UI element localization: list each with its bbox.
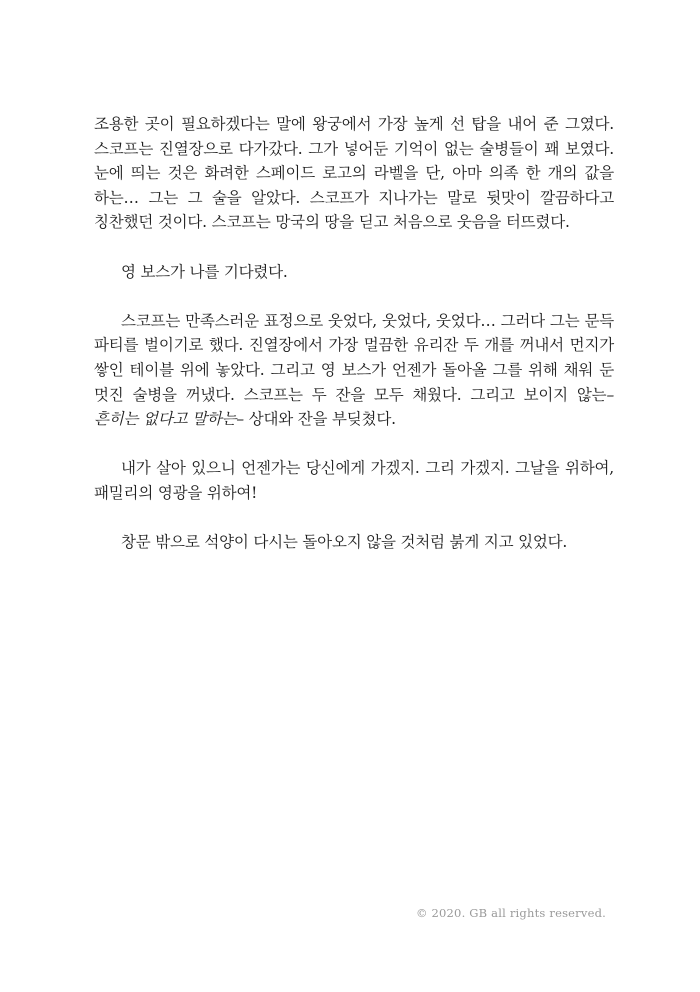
copyright-footer: © 2020. GB all rights reserved. [415, 906, 606, 920]
paragraph-4: 내가 살아 있으니 언젠가는 당신에게 가겠지. 그리 가겠지. 그날을 위하여, 패밀리의 영광을 위하여! [94, 459, 614, 502]
paragraph-3-emphasis: –흔히는 없다고 말하는– [94, 385, 614, 429]
paragraph-3-text-after: 상대와 잔을 부딪쳤다. [243, 410, 396, 429]
paragraph-2: 영 보스가 나를 기다렸다. [121, 262, 288, 281]
paragraph-3-text-before: 스코프는 만족스러운 표정으로 웃었다, 웃었다, 웃었다… 그러다 그는 문득 파티를 벌이기로 했다. 진열장에서 가장 멀끔한 유리잔 두 개를 꺼내서 먼지가 쌓인 테이블 위에 놓았다. 그리고 영 보스가 언젠가 돌아올 그를 위해 채워 둔 멋진 술병을 꺼냈다. 스코프는 두 잔을 모두 채웠다. 그리고 보이지 않는 [94, 311, 614, 404]
paragraph-5: 창문 밖으로 석양이 다시는 돌아오지 않을 것처럼 붉게 지고 있었다. [121, 533, 568, 552]
paragraph-3 [94, 309, 614, 432]
story-body [94, 112, 614, 579]
paragraph-1: 조용한 곳이 필요하겠다는 말에 왕궁에서 가장 높게 선 탑을 내어 준 그였다. 스코프는 진열장으로 다가갔다. 그가 넣어둔 기억이 없는 술병들이 꽤 보였다. 눈에 띄는 것은 화려한 스페이드 로고의 라벨을 단, 아마 의족 한 개의 값을 하는… 그는 그 술을 알았다. 스코프가 지나가는 말로 뒷맛이 깔끔하다고 칭찬했던 것이다. 스코프는 망국의 땅을 딛고 처음으로 웃음을 터뜨렸다. [94, 115, 614, 232]
